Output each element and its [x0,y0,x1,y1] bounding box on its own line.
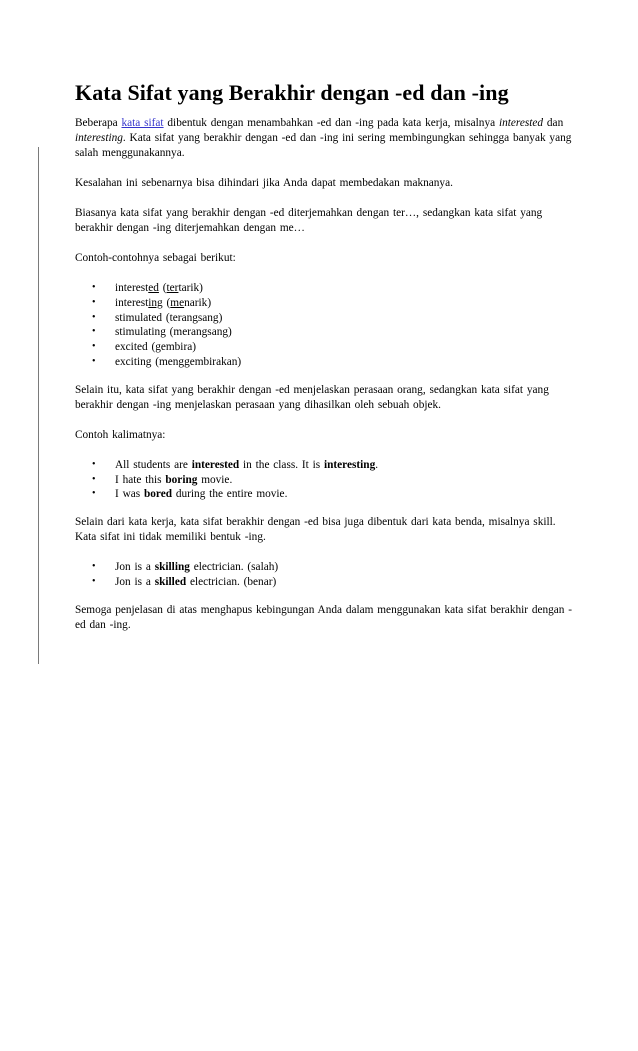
intro-paragraph: Beberapa kata sifat dibentuk dengan menambahkan -ed dan -ing pada kata kerja, misalnya interested dan interesting. Kata sifat yang berakhir dengan -ed dan -ing ini sering membingungkan sehingga banyak yang salah menggunakannya. [75,117,572,159]
list-item: • excited (gembira) [92,341,196,354]
kata-sifat-link[interactable]: kata sifat [121,117,164,129]
list-item: • stimulated (terangsang) [92,311,223,324]
bullet-icon: • [92,473,96,485]
paragraph-closing: Semoga penjelasan di atas menghapus kebingungan Anda dalam menggunakan kata sifat berakhir dengan -ed dan -ing. [75,603,573,631]
article-title: Kata Sifat yang Berakhir dengan -ed dan -ing [75,80,509,105]
paragraph-nouns: Selain dari kata kerja, kata sifat berakhir dengan -ed bisa juga dibentuk dari kata benda, misalnya skill. Kata sifat ini tidak memiliki bentuk -ing. [75,516,556,544]
bullet-icon: • [92,311,96,323]
list-item: • I was bored during the entire movie. [92,488,288,501]
list-item: • I hate this boring movie. [92,473,233,486]
paragraph-translation: Biasanya kata sifat yang berakhir dengan -ed diterjemahkan dengan ter…, sedangkan kata sifat yang berakhir dengan -ing diterjemahkan dengan me… [75,207,543,234]
bullet-icon: • [92,488,96,500]
paragraph-mistake: Kesalahan ini sebenarnya bisa dihindari jika Anda dapat membedakan maknanya. [75,177,453,189]
bullet-icon: • [92,458,96,470]
list-item: • Jon is a skilled electrician. (benar) [92,575,277,588]
examples-list [75,281,575,370]
list-item: • exciting (menggembirakan) [92,355,242,368]
margin-change-bar [38,147,39,664]
paragraph-sentences-heading: Contoh kalimatnya: [75,428,166,441]
bullet-icon: • [92,282,96,293]
paragraph-meaning: Selain itu, kata sifat yang berakhir dengan -ed menjelaskan perasaan orang, sedangkan kata sifat yang berakhir dengan -ing menjelaskan perasaan yang dihasilkan oleh sebuah objek. [75,383,549,411]
list-item: • interested (tertarik) [92,282,203,294]
paragraph-examples-heading: Contoh-contohnya sebagai berikut: [75,252,236,264]
bullet-icon: • [92,326,96,338]
bullet-icon: • [92,355,96,367]
bullet-icon: • [92,575,96,587]
article-content [75,80,575,648]
list-item: • stimulating (merangsang) [92,326,232,339]
list-item: • interesting (menarik) [92,296,212,309]
bullet-icon: • [92,296,96,308]
bullet-icon: • [92,341,96,353]
skill-examples-list [75,560,575,590]
bullet-icon: • [92,561,96,573]
list-item: • Jon is a skilling electrician. (salah) [92,561,279,574]
sentences-list [75,458,575,502]
list-item: • All students are interested in the class. It is interesting. [92,458,379,471]
